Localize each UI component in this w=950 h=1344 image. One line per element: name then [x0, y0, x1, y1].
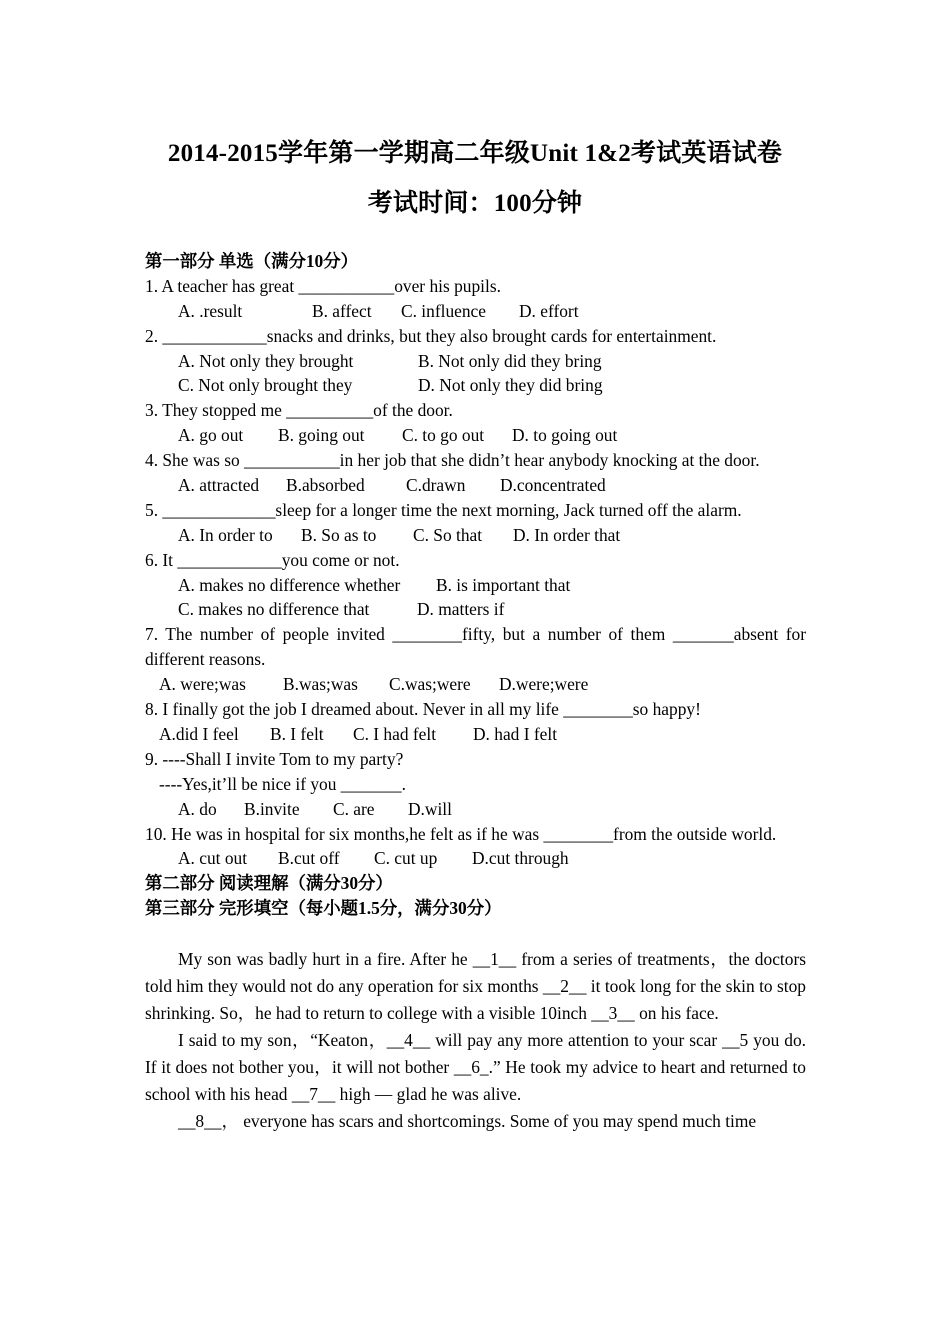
- option-b: B. going out: [278, 425, 365, 446]
- question-5-options: [145, 523, 806, 548]
- question-6-stem: 6. It ____________you come or not.: [145, 549, 400, 570]
- option-c: C. cut up: [374, 848, 438, 869]
- option-a: A. do: [178, 798, 217, 819]
- option-b: B. So as to: [301, 524, 377, 545]
- question-3-options: [145, 423, 806, 448]
- option-b: B.was;was: [283, 674, 358, 695]
- question-2-stem: 2. ____________snacks and drinks, but they also brought cards for entertainment.: [145, 325, 717, 346]
- question-6-options-row2: [145, 597, 806, 622]
- question-10-options: [145, 846, 806, 871]
- option-a: A. makes no difference whether: [178, 574, 401, 595]
- option-c: C. So that: [413, 524, 483, 545]
- option-a: A. cut out: [178, 848, 248, 869]
- question-8-stem: 8. I finally got the job I dreamed about. Never in all my life ________so happy!: [145, 699, 701, 720]
- option-a: A. attracted: [178, 475, 260, 496]
- exam-duration: 考试时间：100分钟: [367, 190, 583, 217]
- question-9-response: ----Yes,it’ll be nice if you _______.: [159, 773, 406, 794]
- option-c: C. I had felt: [353, 723, 437, 744]
- option-d: D. In order that: [513, 524, 621, 545]
- option-d: D.cut through: [472, 848, 569, 869]
- option-c: C. are: [333, 798, 375, 819]
- option-b: B. affect: [312, 300, 372, 321]
- option-a: A.did I feel: [159, 723, 239, 744]
- option-b: B. I felt: [270, 723, 324, 744]
- option-c: C.drawn: [406, 475, 466, 496]
- exam-title: 2014-2015学年第一学期高二年级Unit 1&2考试英语试卷: [167, 140, 783, 167]
- question-1-options: [145, 299, 806, 324]
- option-c: C.was;were: [389, 674, 471, 695]
- option-b: B. is important that: [436, 574, 571, 595]
- part1-heading: 第一部分 单选（满分10分）: [145, 251, 359, 271]
- option-d: D. Not only they did bring: [418, 375, 603, 396]
- option-d: D.were;were: [499, 674, 589, 695]
- option-b: B.cut off: [278, 848, 340, 869]
- question-10-stem: 10. He was in hospital for six months,he felt as if he was ________from the outside world.: [145, 823, 777, 844]
- option-a: A. .result: [178, 300, 243, 321]
- option-a: A. were;was: [159, 674, 246, 695]
- question-7-stem: 7. The number of people invited ________fifty, but a number of them _______absent for different reasons.: [145, 624, 806, 670]
- question-1-stem: 1. A teacher has great ___________over his pupils.: [145, 275, 501, 296]
- option-d: D. had I felt: [473, 723, 558, 744]
- option-a: A. Not only they brought: [178, 350, 354, 371]
- question-2-options-row2: [145, 373, 806, 398]
- spacer: [145, 921, 806, 946]
- exam-content: [145, 249, 806, 1135]
- cloze-paragraph-3: __8__， everyone has scars and shortcomings. Some of you may spend much time: [178, 1111, 757, 1131]
- question-4-options: [145, 473, 806, 498]
- option-d: D. to going out: [512, 425, 618, 446]
- option-d: D.concentrated: [500, 475, 606, 496]
- option-c: C. Not only brought they: [178, 375, 353, 396]
- question-9-stem: 9. ----Shall I invite Tom to my party?: [145, 748, 404, 769]
- question-4-stem: 4. She was so ___________in her job that she didn’t hear anybody knocking at the door.: [145, 450, 760, 471]
- option-a: A. go out: [178, 425, 244, 446]
- option-a: A. In order to: [178, 524, 273, 545]
- question-3-stem: 3. They stopped me __________of the door.: [145, 400, 453, 421]
- question-5-stem: 5. _____________sleep for a longer time the next morning, Jack turned off the alarm.: [145, 499, 742, 520]
- option-b: B.invite: [244, 798, 300, 819]
- option-c: C. to go out: [402, 425, 485, 446]
- option-d: D. effort: [519, 300, 579, 321]
- option-c: C. influence: [401, 300, 486, 321]
- question-9-options: [145, 797, 806, 822]
- option-b: B. Not only did they bring: [418, 350, 602, 371]
- question-8-options: [145, 722, 806, 747]
- option-d: D.will: [408, 798, 452, 819]
- question-2-options-row1: [145, 349, 806, 374]
- question-6-options-row1: [145, 573, 806, 598]
- option-c: C. makes no difference that: [178, 599, 370, 620]
- option-d: D. matters if: [417, 599, 505, 620]
- option-b: B.absorbed: [286, 475, 365, 496]
- cloze-paragraph-2: I said to my son，“Keaton，__4__ will pay any more attention to your scar __5 you do. If it does not bother you，it will not bother __6_.” He took my advice to heart and returned to school with his head __7__ high — glad he was alive.: [145, 1030, 806, 1104]
- part2-heading: 第二部分 阅读理解（满分30分）: [145, 873, 393, 894]
- part3-heading: 第三部分 完形填空（每小题1.5分，满分30分）: [145, 898, 502, 919]
- cloze-paragraph-1: My son was badly hurt in a fire. After he __1__ from a series of treatments，the doctors told him they would not do any operation for six months __2__ it took long for the skin to stop shrinking. So，he had to return to college with a visible 10inch __3__ on his face.: [145, 949, 806, 1023]
- question-7-options: [145, 672, 806, 697]
